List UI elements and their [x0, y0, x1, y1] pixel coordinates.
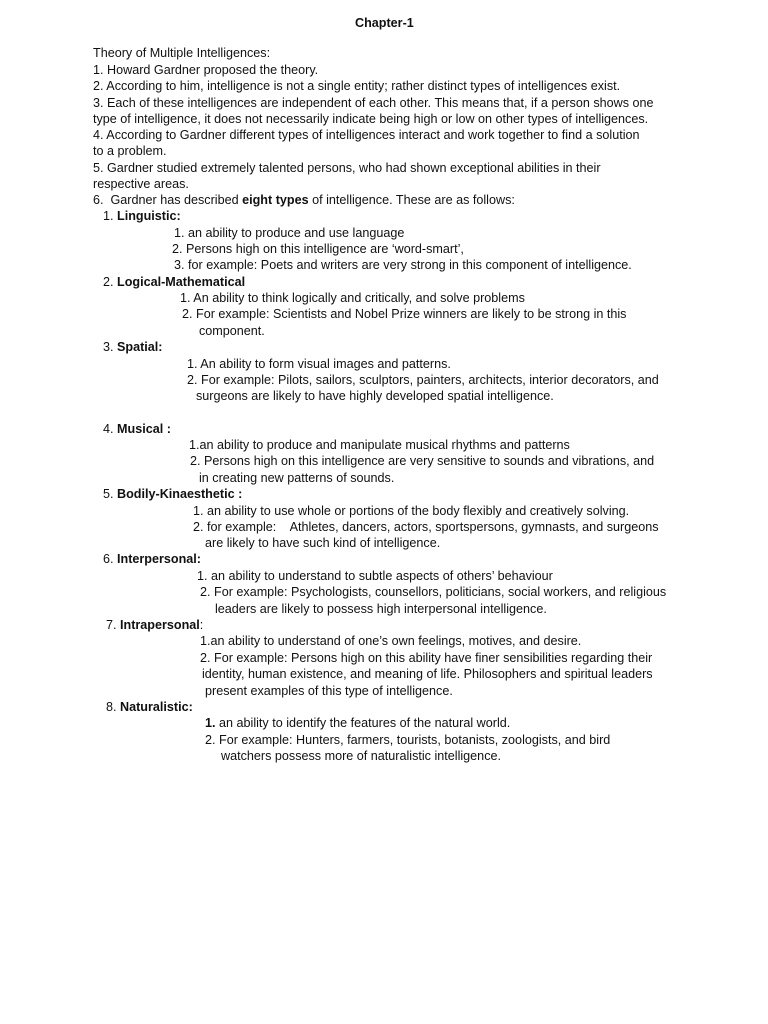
- type-heading-interpersonal: [103, 551, 201, 567]
- type-detail: 1. an ability to use whole or portions of the body flexibly and creatively solving.: [193, 504, 630, 518]
- type-detail: identity, human existence, and meaning of life. Philosophers and spiritual leaders: [202, 667, 653, 681]
- type-number: 2.: [103, 275, 118, 289]
- intro-heading: Theory of Multiple Intelligences:: [93, 46, 271, 60]
- type-heading-linguistic: [103, 208, 181, 224]
- type-number: 3.: [103, 340, 118, 354]
- type-heading-spatial: [103, 339, 163, 355]
- type-detail: 1. an ability to understand to subtle aspects of others’ behaviour: [197, 569, 553, 583]
- intro-point-6-post: of intelligence. These are as follows:: [308, 193, 515, 207]
- type-detail-number: 1.: [205, 716, 216, 730]
- intro-point: 1. Howard Gardner proposed the theory.: [93, 63, 319, 77]
- type-detail: 1. An ability to think logically and critically, and solve problems: [180, 291, 525, 305]
- intro-point: 5. Gardner studied extremely talented persons, who had shown exceptional abilities in their: [93, 161, 601, 175]
- intro-point: 2. According to him, intelligence is not a single entity; rather distinct types of intelligences exist.: [93, 79, 621, 93]
- type-number: 4.: [103, 422, 118, 436]
- type-number: 8.: [106, 700, 121, 714]
- type-name: Bodily-Kinaesthetic :: [117, 487, 243, 501]
- type-detail: leaders are likely to possess high interpersonal intelligence.: [215, 602, 547, 616]
- type-heading-bodily-kinaesthetic: [103, 486, 242, 502]
- type-detail: 2. For example: Psychologists, counsellors, politicians, social workers, and religious: [200, 585, 667, 599]
- type-detail: are likely to have such kind of intelligence.: [205, 536, 441, 550]
- type-number: 1.: [103, 209, 118, 223]
- type-detail: 1. An ability to form visual images and patterns.: [187, 357, 451, 371]
- type-number: 7.: [106, 618, 121, 632]
- type-heading-naturalistic: [106, 699, 193, 715]
- type-detail: component.: [199, 324, 265, 338]
- intro-point-6: [93, 192, 515, 208]
- type-number: 5.: [103, 487, 118, 501]
- type-detail: 3. for example: Poets and writers are very strong in this component of intelligence.: [174, 258, 632, 272]
- type-detail: 2. For example: Scientists and Nobel Prize winners are likely to be strong in this: [182, 307, 627, 321]
- intro-point: respective areas.: [93, 177, 189, 191]
- type-name-suffix: :: [199, 618, 204, 632]
- type-detail: watchers possess more of naturalistic intelligence.: [221, 749, 501, 763]
- intro-point: type of intelligence, it does not necessarily indicate being high or low on other types of intelligences.: [93, 112, 649, 126]
- type-number: 6.: [103, 552, 118, 566]
- type-heading-logical-mathematical: [103, 274, 245, 290]
- type-detail: 2. For example: Hunters, farmers, tourists, botanists, zoologists, and bird: [205, 733, 611, 747]
- type-detail: 2. For example: Pilots, sailors, sculptors, painters, architects, interior decorators, and: [187, 373, 659, 387]
- type-name: Spatial:: [117, 340, 163, 354]
- intro-point: 3. Each of these intelligences are independent of each other. This means that, if a person shows one: [93, 96, 654, 110]
- page-title: Chapter-1: [355, 16, 414, 30]
- type-detail: present examples of this type of intelligence.: [205, 684, 453, 698]
- type-detail: 1.an ability to produce and manipulate musical rhythms and patterns: [189, 438, 570, 452]
- type-name: Intrapersonal: [120, 618, 200, 632]
- type-detail: 2. For example: Persons high on this ability have finer sensibilities regarding their: [200, 651, 653, 665]
- type-detail: 1.an ability to understand of one’s own feelings, motives, and desire.: [200, 634, 582, 648]
- type-detail: 2. Persons high on this intelligence are very sensitive to sounds and vibrations, and: [190, 454, 655, 468]
- intro-point-6-bold: eight types: [242, 193, 309, 207]
- type-detail: surgeons are likely to have highly developed spatial intelligence.: [196, 389, 554, 403]
- intro-point: to a problem.: [93, 144, 167, 158]
- type-detail: [205, 715, 510, 731]
- intro-point: 4. According to Gardner different types of intelligences interact and work together to find a solution: [93, 128, 640, 142]
- type-detail: 2. for example: Athletes, dancers, actors, sportspersons, gymnasts, and surgeons: [193, 520, 659, 534]
- type-name: Musical :: [117, 422, 171, 436]
- type-detail-text: an ability to identify the features of the natural world.: [219, 716, 511, 730]
- type-heading-intrapersonal: [106, 617, 203, 633]
- type-name: Linguistic:: [117, 209, 181, 223]
- type-name: Interpersonal:: [117, 552, 201, 566]
- type-name: Logical-Mathematical: [117, 275, 246, 289]
- type-name: Naturalistic:: [120, 700, 193, 714]
- type-detail: 2. Persons high on this intelligence are ‘word-smart’,: [172, 242, 464, 256]
- type-detail: in creating new patterns of sounds.: [199, 471, 395, 485]
- type-detail: 1. an ability to produce and use language: [174, 226, 405, 240]
- type-heading-musical: [103, 421, 171, 437]
- intro-point-6-pre: 6. Gardner has described: [93, 193, 243, 207]
